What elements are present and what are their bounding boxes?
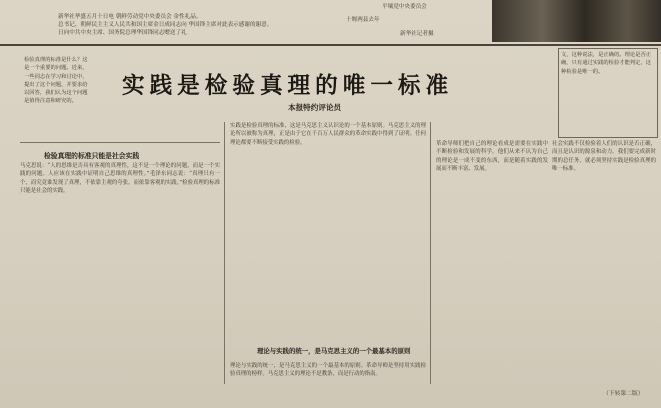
article-column-2: 实践是检验真理的标准，这是马克思主义认识论的一个基本原则。马克思主义的理论所以被称为真理，正是由于它在千百万人民群众的革命实践中得到了证明。任何理论都要不断接受实践的检验。 xyxy=(230,123,426,146)
top-news-line-1: 新华社华盛五月十日电 朝鲜劳动党中央委员会 金性礼品。 xyxy=(58,14,202,20)
photo-credit: 新华社记者摄 xyxy=(400,31,434,37)
editor-note: 检验真理的标准是什么？这是一个重要的问题。近来，一些同志在学习和讨论中，提出了这个问题，并要求给以回答，我们认为这个问题是值得注意和研究的。 xyxy=(24,57,88,105)
article-column-5: 社会实践不仅检验着人们的认识是否正确，而且是认识的源泉和动力。我们要完成新时期的总任务，就必须坚持实践是检验真理的唯一标准。 xyxy=(552,141,656,172)
subhead-1: 检验真理的标准只能是社会实践 xyxy=(44,152,140,160)
news-photo xyxy=(492,0,661,42)
column-divider-2 xyxy=(430,122,431,384)
headline: 实践是检验真理的唯一标准 xyxy=(122,73,454,99)
subhead-2: 理论与实践的统一，是马克思主义的一个最基本的原则 xyxy=(257,347,411,355)
top-right-line-1: 平壤党中央委员会 xyxy=(382,4,427,10)
article-column-1: 马克思说：“人的思维是否具有客观的真理性，这不是一个理论的问题，而是一个实践的问题。人应该在实践中证明自己思维的真理性。”毛泽东同志说：“真理只有一个，而究竟谁发现了真理，不依靠主观的夸张，而依靠客观的实践。”检验真理的标准只能是社会的实践。 xyxy=(20,163,220,194)
top-news-line-2: 总书记、朝鲜民主主义人民共和国主席金日成同志向 华国锋主席对此表示感谢的谢意。 xyxy=(58,22,273,28)
top-right-line-2: 十堰两县去年 xyxy=(346,17,380,23)
continued-note: （下转第二版） xyxy=(603,391,644,397)
top-news-line-3: 日向中共中央主席、国务院总理华国锋同志赠送了礼 xyxy=(58,30,187,36)
section-rule-left xyxy=(20,142,220,143)
byline: 本报特约评论员 xyxy=(288,103,342,112)
top-divider xyxy=(0,44,661,46)
top-news-band xyxy=(0,0,661,44)
article-column-3: 理论与实践的统一，是马克思主义的一个最基本的原则。革命导师是坚持用实践检验真理的榜样。马克思主义的理论不是教条，而是行动的指南。 xyxy=(230,363,426,378)
right-column-box: 文，这种说法，是正确的。理论是否正确，只有通过实践的检验才能判定，这种检验是唯一的。 xyxy=(558,48,658,138)
column-divider-1 xyxy=(224,122,225,384)
article-column-4: 革命导师们把自己的理论看成是需要在实践中不断检验和发展的科学。他们从来不认为自己的理论是一成不变的东西，而是随着实践的发展而不断丰富、发展。 xyxy=(436,141,548,172)
